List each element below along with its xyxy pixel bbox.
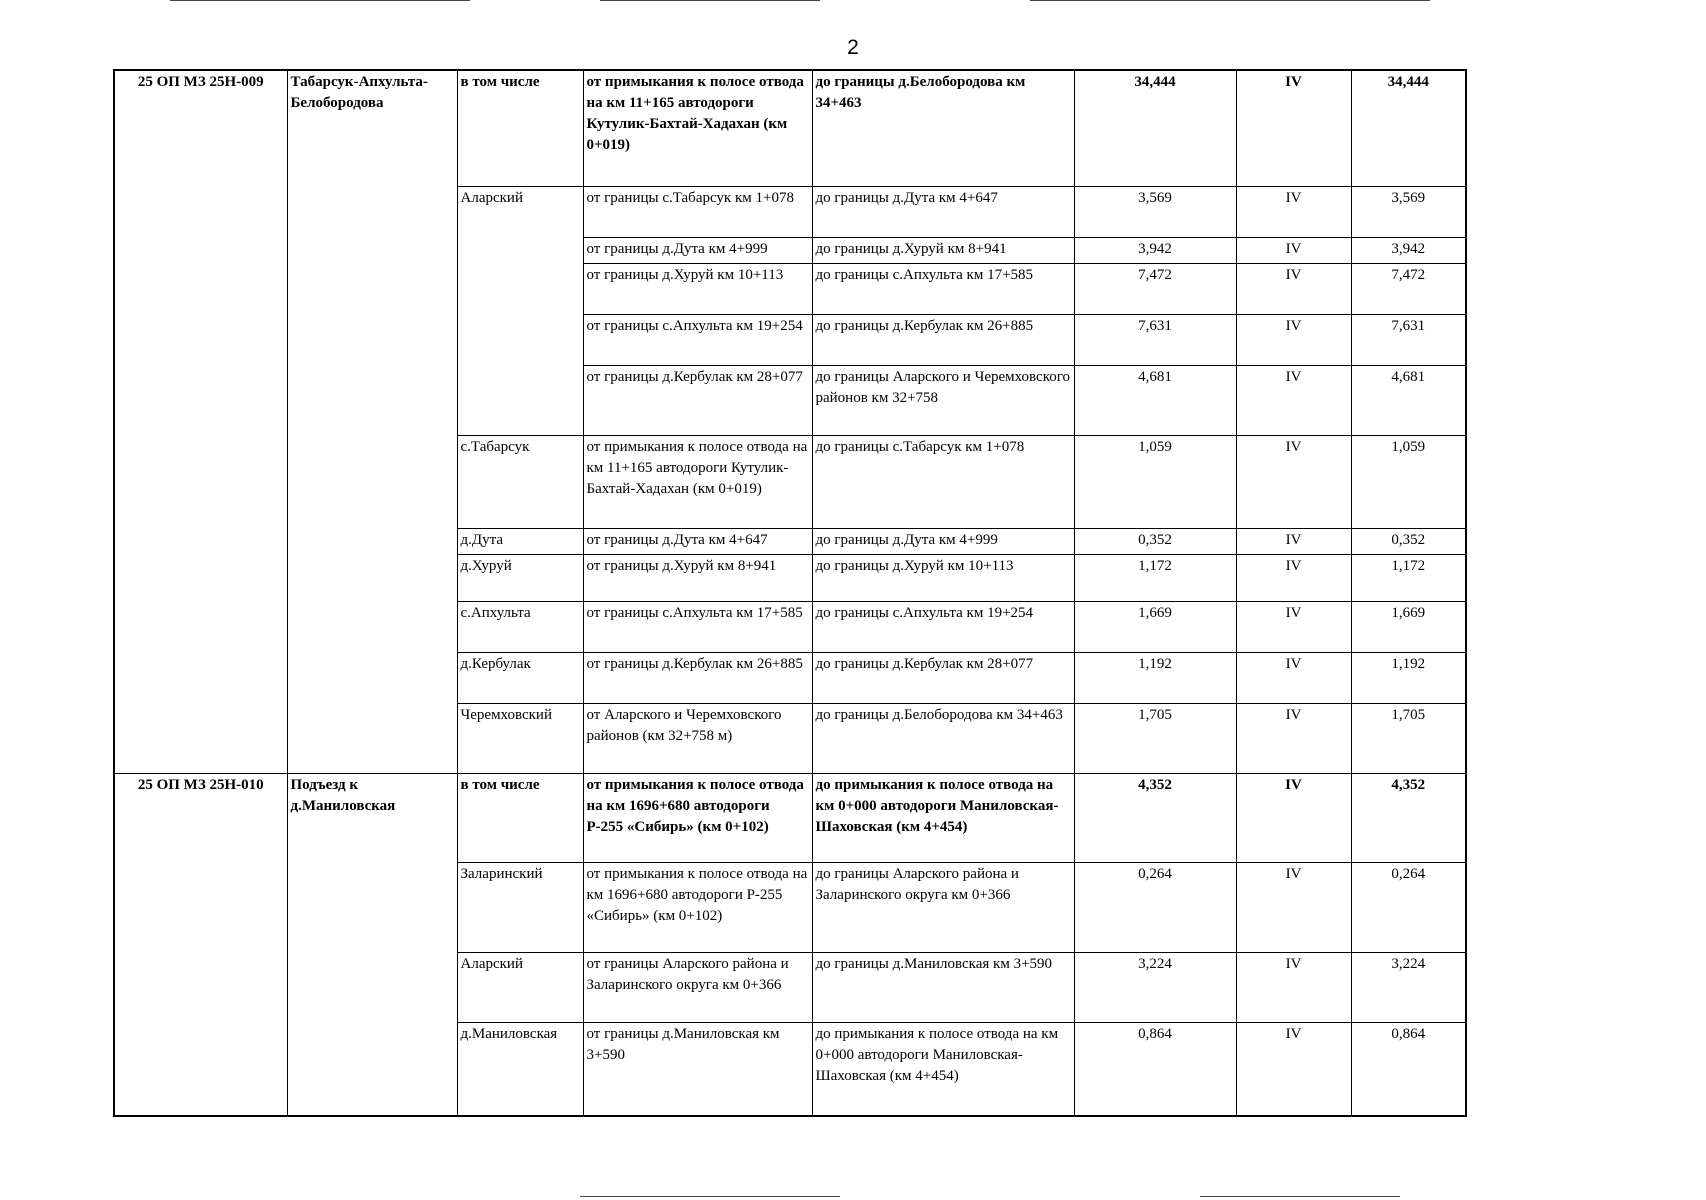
category-cell: IV xyxy=(1236,952,1351,1022)
scan-line-bottom xyxy=(580,1196,840,1197)
to-cell: до границы д.Белобородова км 34+463 xyxy=(812,70,1074,186)
district-cell: д.Дута xyxy=(457,528,583,554)
length2-cell: 1,192 xyxy=(1351,652,1466,703)
from-cell: от границы Аларского района и Заларинского округа км 0+366 xyxy=(583,952,812,1022)
category-cell: IV xyxy=(1236,70,1351,186)
category-cell: IV xyxy=(1236,652,1351,703)
from-cell: от границы д.Дута км 4+647 xyxy=(583,528,812,554)
category-cell: IV xyxy=(1236,186,1351,237)
page-number: 2 xyxy=(847,36,859,59)
from-cell: от границы с.Табарсук км 1+078 xyxy=(583,186,812,237)
length2-cell: 3,942 xyxy=(1351,237,1466,263)
length2-cell: 7,472 xyxy=(1351,263,1466,314)
category-cell: IV xyxy=(1236,862,1351,952)
district-cell: Заларинский xyxy=(457,862,583,952)
scan-line-top-2 xyxy=(600,0,820,1)
scan-line-top-3 xyxy=(1030,0,1430,1)
length-cell: 3,224 xyxy=(1074,952,1236,1022)
length-cell: 0,352 xyxy=(1074,528,1236,554)
from-cell: от границы д.Хуруй км 8+941 xyxy=(583,554,812,601)
district-cell: с.Табарсук xyxy=(457,435,583,528)
category-cell: IV xyxy=(1236,1022,1351,1116)
length-cell: 0,264 xyxy=(1074,862,1236,952)
length-cell: 3,942 xyxy=(1074,237,1236,263)
from-cell: от Аларского и Черемховского районов (км 32+758 м) xyxy=(583,703,812,773)
length-cell: 1,192 xyxy=(1074,652,1236,703)
length-cell: 1,059 xyxy=(1074,435,1236,528)
from-cell: от границы д.Дута км 4+999 xyxy=(583,237,812,263)
from-cell: от примыкания к полосе отвода на км 1696+680 автодороги Р-255 «Сибирь» (км 0+102) xyxy=(583,862,812,952)
from-cell: от границы д.Маниловская км 3+590 xyxy=(583,1022,812,1116)
scan-line-bottom-2 xyxy=(1200,1196,1400,1197)
length-cell: 1,172 xyxy=(1074,554,1236,601)
category-cell: IV xyxy=(1236,773,1351,862)
from-cell: от границы с.Апхульта км 17+585 xyxy=(583,601,812,652)
district-cell: д.Кербулак xyxy=(457,652,583,703)
length-cell: 4,352 xyxy=(1074,773,1236,862)
district-cell: д.Маниловская xyxy=(457,1022,583,1116)
from-cell: от границы д.Кербулак км 26+885 xyxy=(583,652,812,703)
length2-cell: 0,864 xyxy=(1351,1022,1466,1116)
to-cell: до границы д.Кербулак км 26+885 xyxy=(812,314,1074,365)
length-cell: 1,669 xyxy=(1074,601,1236,652)
to-cell: до границы д.Дута км 4+647 xyxy=(812,186,1074,237)
from-cell: от примыкания к полосе отвода на км 11+165 автодороги Кутулик-Бахтай-Хадахан (км 0+019) xyxy=(583,435,812,528)
district-cell: Аларский xyxy=(457,952,583,1022)
from-cell: от примыкания к полосе отвода на км 11+165 автодороги Кутулик-Бахтай-Хадахан (км 0+019) xyxy=(583,70,812,186)
length2-cell: 3,569 xyxy=(1351,186,1466,237)
district-cell: Аларский xyxy=(457,186,583,435)
district-cell: в том числе xyxy=(457,773,583,862)
to-cell: до границы Аларского и Черемховского районов км 32+758 xyxy=(812,365,1074,435)
length2-cell: 0,264 xyxy=(1351,862,1466,952)
to-cell: до примыкания к полосе отвода на км 0+000 автодороги Маниловская-Шаховская (км 4+454) xyxy=(812,1022,1074,1116)
from-cell: от границы с.Апхульта км 19+254 xyxy=(583,314,812,365)
length2-cell: 1,669 xyxy=(1351,601,1466,652)
category-cell: IV xyxy=(1236,314,1351,365)
to-cell: до границы с.Апхульта км 19+254 xyxy=(812,601,1074,652)
from-cell: от границы д.Кербулак км 28+077 xyxy=(583,365,812,435)
to-cell: до границы с.Табарсук км 1+078 xyxy=(812,435,1074,528)
category-cell: IV xyxy=(1236,263,1351,314)
district-cell: с.Апхульта xyxy=(457,601,583,652)
length-cell: 3,569 xyxy=(1074,186,1236,237)
category-cell: IV xyxy=(1236,554,1351,601)
length-cell: 34,444 xyxy=(1074,70,1236,186)
length-cell: 7,472 xyxy=(1074,263,1236,314)
roads-table xyxy=(113,69,1467,1117)
district-cell: д.Хуруй xyxy=(457,554,583,601)
length2-cell: 1,705 xyxy=(1351,703,1466,773)
length-cell: 7,631 xyxy=(1074,314,1236,365)
length-cell: 0,864 xyxy=(1074,1022,1236,1116)
to-cell: до границы д.Белобородова км 34+463 xyxy=(812,703,1074,773)
scan-line-top xyxy=(170,0,470,1)
category-cell: IV xyxy=(1236,528,1351,554)
length2-cell: 4,352 xyxy=(1351,773,1466,862)
road-code: 25 ОП МЗ 25Н-009 xyxy=(114,70,287,773)
length-cell: 4,681 xyxy=(1074,365,1236,435)
length2-cell: 4,681 xyxy=(1351,365,1466,435)
length2-cell: 1,172 xyxy=(1351,554,1466,601)
road-name: Табарсук-Апхульта-Белобородова xyxy=(287,70,457,773)
length2-cell: 0,352 xyxy=(1351,528,1466,554)
to-cell: до границы Аларского района и Заларинского округа км 0+366 xyxy=(812,862,1074,952)
road-name: Подъезд к д.Маниловская xyxy=(287,773,457,1116)
category-cell: IV xyxy=(1236,435,1351,528)
from-cell: от границы д.Хуруй км 10+113 xyxy=(583,263,812,314)
to-cell: до границы д.Хуруй км 8+941 xyxy=(812,237,1074,263)
to-cell: до границы д.Хуруй км 10+113 xyxy=(812,554,1074,601)
category-cell: IV xyxy=(1236,703,1351,773)
category-cell: IV xyxy=(1236,365,1351,435)
table-row xyxy=(114,70,1466,186)
length2-cell: 34,444 xyxy=(1351,70,1466,186)
district-cell: в том числе xyxy=(457,70,583,186)
to-cell: до границы д.Маниловская км 3+590 xyxy=(812,952,1074,1022)
length-cell: 1,705 xyxy=(1074,703,1236,773)
to-cell: до примыкания к полосе отвода на км 0+000 автодороги Маниловская-Шаховская (км 4+454) xyxy=(812,773,1074,862)
length2-cell: 3,224 xyxy=(1351,952,1466,1022)
road-code: 25 ОП МЗ 25Н-010 xyxy=(114,773,287,1116)
to-cell: до границы д.Дута км 4+999 xyxy=(812,528,1074,554)
length2-cell: 1,059 xyxy=(1351,435,1466,528)
district-cell: Черемховский xyxy=(457,703,583,773)
from-cell: от примыкания к полосе отвода на км 1696+680 автодороги Р-255 «Сибирь» (км 0+102) xyxy=(583,773,812,862)
to-cell: до границы с.Апхульта км 17+585 xyxy=(812,263,1074,314)
category-cell: IV xyxy=(1236,601,1351,652)
table-row xyxy=(114,773,1466,862)
length2-cell: 7,631 xyxy=(1351,314,1466,365)
category-cell: IV xyxy=(1236,237,1351,263)
to-cell: до границы д.Кербулак км 28+077 xyxy=(812,652,1074,703)
